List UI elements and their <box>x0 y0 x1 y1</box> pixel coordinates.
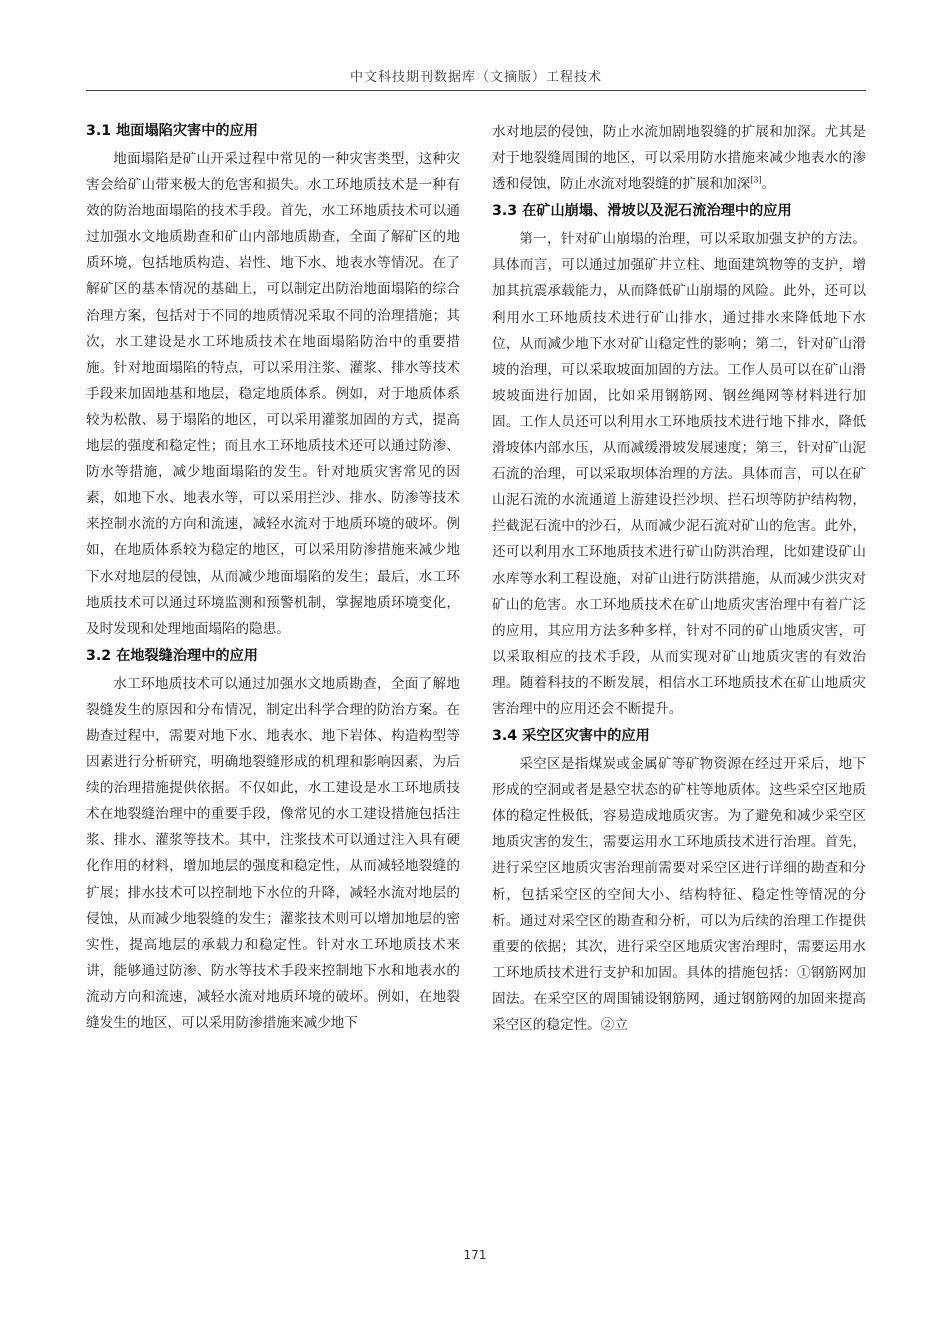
page-number: 171 <box>463 1248 487 1262</box>
section-3-4-paragraph: 采空区是指煤炭或金属矿等矿物资源在经过开采后，地下形成的空洞或者是悬空状态的矿柱等地质体。这些采空区地质体的稳定性极低，容易造成地质灾害。为了避免和减少采空区地质灾害的发生，需要运用水工环地质技术进行治理。首先，进行采空区地质灾害治理前需要对采空区进行详细的勘查和分析，包括采空区的空间大小、结构特征、稳定性等情况的分析。通过对采空区的勘查和分析，可以为后续的治理工作提供重要的依据；其次，进行采空区地质灾害治理时，需要运用水工环地质技术进行支护和加固。具体的措施包括：①钢筋网加固法。在采空区的周围铺设钢筋网，通过钢筋网的加固来提高采空区的稳定性。②立 <box>492 756 866 1033</box>
section-3-3-heading: 3.3 在矿山崩塌、滑坡以及泥石流治理中的应用 <box>492 203 792 220</box>
right-column <box>492 119 866 1040</box>
section-3-2-continued-end: 。 <box>761 176 776 193</box>
section-3-2-heading: 3.2 在地裂缝治理中的应用 <box>86 647 258 664</box>
section-3-2-continued-text: 水对地层的侵蚀，防止水流加剧地裂缝的扩展和加深。尤其是对于地裂缝周围的地区，可以采用防水措施来减少地表水的渗透和侵蚀，防止水流对地裂缝的扩展和加深 <box>492 124 866 193</box>
running-header: 中文科技期刊数据库（文摘版）工程技术 <box>349 70 602 85</box>
header-rule <box>86 90 866 91</box>
left-column <box>86 119 460 1038</box>
section-3-2-continued-paragraph <box>492 119 866 197</box>
section-3-3-paragraph: 第一，针对矿山崩塌的治理，可以采取加强支护的方法。具体而言，可以通过加强矿井立柱、地面建筑物等的支护，增加其抗震承载能力，从而降低矿山崩塌的风险。此外，还可以利用水工环地质技术进行矿山排水，通过排水来降低地下水位，从而减少地下水对矿山稳定性的影响；第二，针对矿山滑坡的治理，可以采取坡面加固的方法。工作人员可以在矿山滑坡坡面进行加固，比如采用钢筋网、钢丝绳网等材料进行加固。工作人员还可以利用水工环地质技术进行地下排水，降低滑坡体内部水压，从而减缓滑坡发展速度；第三，针对矿山泥石流的治理，可以采取坝体治理的方法。具体而言，可以在矿山泥石流的水流通道上游建设拦沙坝、拦石坝等防护结构物，拦截泥石流中的沙石，从而减少泥石流对矿山的危害。此外，还可以利用水工环地质技术进行矿山防洪治理，比如建设矿山水库等水利工程设施，对矿山进行防洪措施，从而减少洪灾对矿山的危害。水工环地质技术在矿山地质灾害治理中有着广泛的应用，其应用方法多种多样，针对不同的矿山地质灾害，可以采取相应的技术手段，从而实现对矿山地质灾害的有效治理。随着科技的不断发展，相信水工环地质技术在矿山地质灾害治理中的应用还会不断提升。 <box>492 231 866 717</box>
section-3-4-heading: 3.4 采空区灾害中的应用 <box>492 728 650 745</box>
citation-ref: [3] <box>750 175 762 185</box>
section-3-1-paragraph: 地面塌陷是矿山开采过程中常见的一种灾害类型，这种灾害会给矿山带来极大的危害和损失。水工环地质技术是一种有效的防治地面塌陷的技术手段。首先，水工环地质技术可以通过加强水文地质勘查和矿山内部地质勘查，全面了解矿区的地质环境，包括地质构造、岩性、地下水、地表水等情况。在了解矿区的基本情况的基础上，可以制定出防治地面塌陷的综合治理方案，包括对于不同的地质情况采取不同的治理措施；其次，水工建设是水工环地质技术在地面塌陷防治中的重要措施。针对地面塌陷的特点，可以采用注浆、灌浆、排水等技术手段来加固地基和地层，稳定地质体系。例如，对于地质体系较为松散、易于塌陷的地区，可以采用灌浆加固的方式，提高地层的强度和稳定性；而且水工环地质技术还可以通过防渗、防水等措施，减少地面塌陷的发生。针对地质灾害常见的因素，如地下水、地表水等，可以采用拦沙、排水、防渗等技术来控制水流的方向和流速，减轻水流对于地质环境的破坏。例如，在地质体系较为稳定的地区，可以采用防渗措施来减少地下水对地层的侵蚀，从而减少地面塌陷的发生；最后，水工环地质技术可以通过环境监测和预警机制，掌握地质环境变化，及时发现和处理地面塌陷的隐患。 <box>86 151 460 637</box>
section-3-1-heading: 3.1 地面塌陷灾害中的应用 <box>86 123 258 139</box>
section-3-2-paragraph: 水工环地质技术可以通过加强水文地质勘查，全面了解地裂缝发生的原因和分布情况，制定出科学合理的防治方案。在勘查过程中，需要对地下水、地表水、地下岩体、构造构型等因素进行分析研究，明确地裂缝形成的机理和影响因素，为后续的治理措施提供依据。不仅如此，水工建设是水工环地质技术在地裂缝治理中的重要手段，像常见的水工建设措施包括注浆、排水、灌浆等技术。其中，注浆技术可以通过注入具有硬化作用的材料，增加地层的强度和稳定性，从而减轻地裂缝的扩展；排水技术可以控制地下水位的升降，减轻水流对地层的侵蚀，从而减少地裂缝的发生；灌浆技术则可以增加地层的密实性，提高地层的承载力和稳定性。针对水工环地质技术来讲，能够通过防渗、防水等技术手段来控制地下水和地表水的流动方向和流速，减轻水流对地质环境的破坏。例如，在地裂缝发生的地区，可以采用防渗措施来减少地下 <box>86 675 460 1031</box>
